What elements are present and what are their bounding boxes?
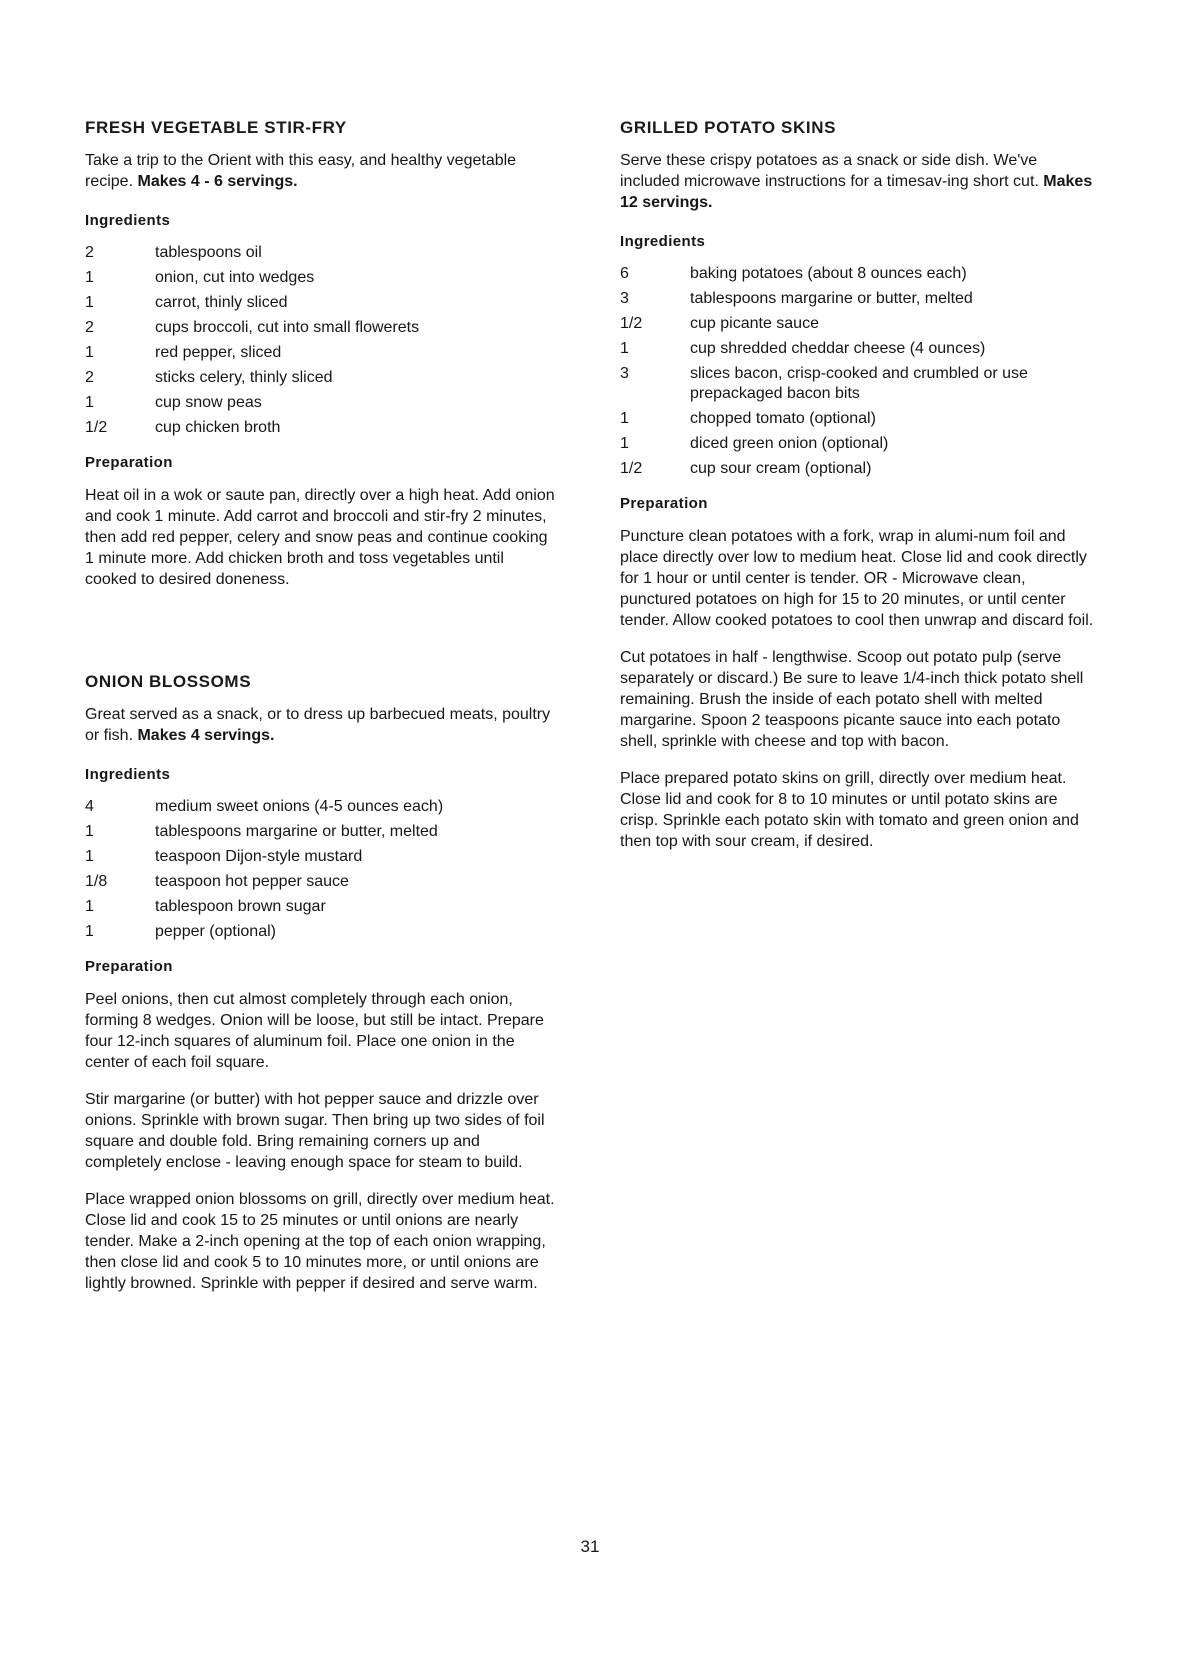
ingredient-text: teaspoon Dijon-style mustard	[155, 848, 363, 865]
ingredient-item	[620, 434, 1100, 454]
recipe-onion-blossoms	[85, 672, 555, 1294]
ingredient-qty: 1	[620, 340, 629, 357]
ingredient-text: carrot, thinly sliced	[155, 294, 288, 311]
preparation-paragraph: Puncture clean potatoes with a fork, wrap in alumi-num foil and place directly over low to medium heat. Close lid and cook directly for 1 hour or until center is tender. OR - Microwave clean, punctured potatoes on high for 15 to 20 minutes, or until center tender. Allow cooked potatoes to cool then unwrap and discard foil.	[620, 528, 1094, 629]
preparation-heading: Preparation	[620, 495, 708, 512]
preparation-steps	[85, 989, 555, 1294]
ingredient-item	[85, 822, 555, 842]
ingredient-item	[85, 268, 555, 288]
ingredient-text: tablespoons oil	[155, 244, 262, 261]
preparation-paragraph: Place prepared potato skins on grill, directly over medium heat. Close lid and cook for 8 to 10 minutes or until potato skins are crisp. Sprinkle each potato skin with tomato and green onion and then top with sour cream, if desired.	[620, 770, 1079, 850]
ingredient-text: diced green onion (optional)	[690, 435, 889, 452]
ingredient-text: cup chicken broth	[155, 419, 281, 436]
ingredient-item	[85, 368, 555, 388]
preparation-paragraph: Cut potatoes in half - lengthwise. Scoop out potato pulp (serve separately or discard.) Be sure to leave 1/4-inch thick potato shell remaining. Brush the inside of each potato shell with melted margarine. Spoon 2 teaspoons picante sauce into each potato shell, sprinkle with cheese and top with bacon.	[620, 649, 1084, 750]
ingredient-qty: 2	[85, 244, 94, 261]
recipe-intro	[85, 150, 555, 192]
ingredient-qty: 1	[620, 435, 629, 452]
ingredient-list	[85, 243, 555, 438]
ingredient-text: cup sour cream (optional)	[690, 460, 872, 477]
ingredient-item	[85, 872, 555, 892]
ingredient-item	[620, 459, 1100, 479]
recipe-potato-skins	[620, 118, 1100, 852]
ingredient-text: cups broccoli, cut into small flowerets	[155, 319, 420, 336]
preparation-paragraph: Heat oil in a wok or saute pan, directly over a high heat. Add onion and cook 1 minute. Add carrot and broccoli and stir-fry 2 minutes, then add red pepper, celery and snow peas and continue cooking 1 minute more. Add chicken broth and toss vegetables until cooked to desired doneness.	[85, 487, 555, 588]
servings: Makes 12 servings.	[620, 173, 1093, 211]
ingredient-item	[85, 343, 555, 363]
ingredient-qty: 1/2	[85, 419, 108, 436]
ingredient-text: chopped tomato (optional)	[690, 410, 876, 427]
page-number: 31	[580, 1537, 600, 1556]
ingredient-item	[85, 318, 555, 338]
ingredient-text: slices bacon, crisp-cooked and crumbled or use prepackaged bacon bits	[690, 365, 1028, 402]
ingredient-qty: 1	[85, 394, 94, 411]
preparation-paragraph: Peel onions, then cut almost completely through each onion, forming 8 wedges. Onion will be loose, but still be intact. Prepare four 12-inch squares of aluminum foil. Place one onion in the center of each foil square.	[85, 991, 544, 1071]
ingredient-item	[85, 418, 555, 438]
ingredient-qty: 1	[85, 923, 94, 940]
recipe-title: FRESH VEGETABLE STIR-FRY	[85, 118, 347, 137]
ingredient-list	[85, 797, 555, 942]
preparation-steps	[620, 526, 1100, 852]
ingredient-text: tablespoons margarine or butter, melted	[155, 823, 438, 840]
ingredient-text: medium sweet onions (4-5 ounces each)	[155, 798, 444, 815]
ingredient-text: pepper (optional)	[155, 923, 276, 940]
ingredient-item	[85, 897, 555, 917]
ingredient-item	[85, 922, 555, 942]
ingredient-item	[85, 393, 555, 413]
ingredient-text: cup picante sauce	[690, 315, 819, 332]
ingredient-qty: 1/2	[620, 460, 643, 477]
ingredient-item	[620, 364, 1100, 404]
ingredient-list	[620, 264, 1100, 479]
preparation-paragraph: Stir margarine (or butter) with hot pepper sauce and drizzle over onions. Sprinkle with brown sugar. Then bring up two sides of foil square and double fold. Bring remaining corners up and completely enclose - leaving enough space for steam to build.	[85, 1091, 545, 1171]
ingredient-qty: 1/8	[85, 873, 108, 890]
ingredient-item	[620, 314, 1100, 334]
recipe-stirfry	[85, 118, 555, 590]
recipe-title: GRILLED POTATO SKINS	[620, 118, 837, 137]
recipe-title: ONION BLOSSOMS	[85, 672, 252, 691]
ingredient-qty: 1	[85, 344, 94, 361]
ingredient-qty: 4	[85, 798, 94, 815]
ingredient-item	[85, 243, 555, 263]
ingredient-item	[620, 409, 1100, 429]
servings: Makes 4 - 6 servings.	[137, 173, 298, 190]
ingredient-qty: 2	[85, 319, 94, 336]
recipe-intro	[620, 150, 1100, 213]
ingredient-qty: 1	[620, 410, 629, 427]
ingredient-item	[85, 797, 555, 817]
ingredient-text: red pepper, sliced	[155, 344, 282, 361]
ingredient-text: sticks celery, thinly sliced	[155, 369, 333, 386]
ingredient-qty: 1	[85, 848, 94, 865]
ingredient-qty: 1	[85, 823, 94, 840]
ingredient-qty: 1	[85, 294, 94, 311]
intro-text: Great served as a snack, or to dress up barbecued meats, poultry or fish.	[85, 706, 551, 744]
ingredient-item	[620, 339, 1100, 359]
intro-text: Serve these crispy potatoes as a snack or side dish. We've included microwave instructions for a timesav-ing short cut.	[620, 152, 1039, 190]
recipe-intro	[85, 704, 555, 746]
preparation-heading: Preparation	[85, 454, 173, 471]
ingredient-qty: 2	[85, 369, 94, 386]
ingredient-qty: 3	[620, 290, 629, 307]
ingredient-qty: 6	[620, 265, 629, 282]
servings: Makes 4 servings.	[137, 727, 275, 744]
ingredient-text: tablespoons margarine or butter, melted	[690, 290, 973, 307]
ingredient-text: cup shredded cheddar cheese (4 ounces)	[690, 340, 986, 357]
ingredient-text: teaspoon hot pepper sauce	[155, 873, 349, 890]
ingredients-heading: Ingredients	[620, 233, 706, 250]
ingredient-text: tablespoon brown sugar	[155, 898, 326, 915]
ingredient-qty: 3	[620, 365, 629, 382]
ingredient-text: onion, cut into wedges	[155, 269, 315, 286]
ingredients-heading: Ingredients	[85, 766, 171, 783]
ingredient-item	[85, 293, 555, 313]
right-column	[620, 118, 1100, 868]
ingredient-qty: 1/2	[620, 315, 643, 332]
left-column	[85, 118, 555, 1310]
preparation-heading: Preparation	[85, 958, 173, 975]
intro-text: Take a trip to the Orient with this easy, and healthy vegetable recipe.	[85, 152, 517, 190]
ingredient-qty: 1	[85, 898, 94, 915]
preparation-steps	[85, 485, 555, 590]
ingredients-heading: Ingredients	[85, 212, 171, 229]
ingredient-item	[85, 847, 555, 867]
preparation-paragraph: Place wrapped onion blossoms on grill, directly over medium heat. Close lid and cook 15 to 25 minutes or until onions are nearly tender. Make a 2-inch opening at the top of each onion wrapping, then close lid and cook 5 to 10 minutes more, or until onions are lightly browned. Sprinkle with pepper if desired and serve warm.	[85, 1191, 555, 1292]
ingredient-text: cup snow peas	[155, 394, 262, 411]
ingredient-text: baking potatoes (about 8 ounces each)	[690, 265, 967, 282]
ingredient-item	[620, 264, 1100, 284]
ingredient-qty: 1	[85, 269, 94, 286]
ingredient-item	[620, 289, 1100, 309]
